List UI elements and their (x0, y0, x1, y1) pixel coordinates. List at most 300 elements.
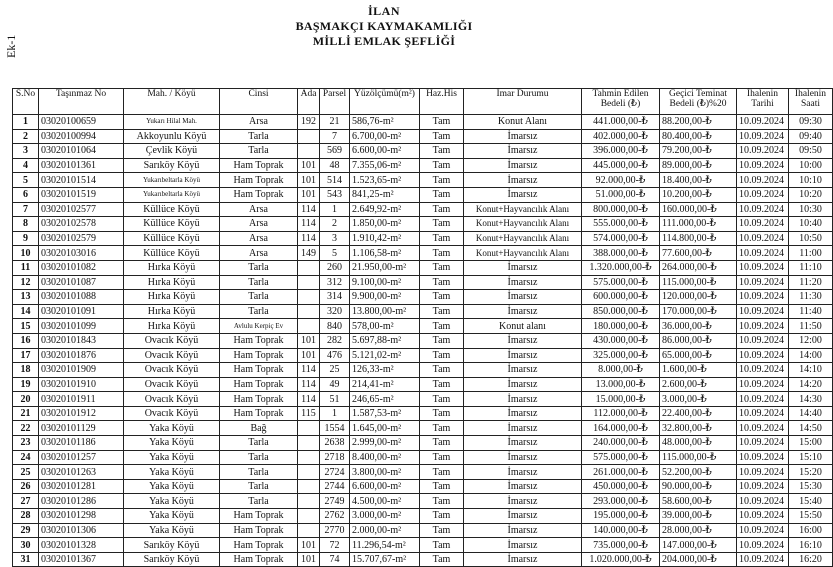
cell-ihale-tarihi: 10.09.2024 (737, 538, 789, 553)
cell-mah-koy: Hırka Köyü (124, 275, 220, 290)
cell-mah-koy: Sarıköy Köyü (124, 552, 220, 567)
cell-haz-his: Tam (420, 494, 464, 509)
cell-cinsi: Arsa (220, 115, 298, 130)
cell-teminat: 80.400,00-₺ (660, 129, 737, 144)
cell-imar-durumu: İmarsız (464, 450, 582, 465)
cell-cinsi: Ham Toprak (220, 348, 298, 363)
table-row (13, 406, 833, 421)
cell-tahmin-bedeli: 574.000,00-₺ (582, 231, 660, 246)
cell-ada (298, 319, 320, 334)
cell-ada: 101 (298, 173, 320, 188)
cell-ihale-saati: 10:40 (789, 217, 833, 232)
cell-yuzolcumu: 8.400,00-m² (350, 450, 420, 465)
cell-tasinmaz-no: 03020102577 (39, 202, 124, 217)
cell-imar-durumu: İmarsız (464, 392, 582, 407)
cell-ada (298, 144, 320, 159)
cell-ihale-saati: 16:20 (789, 552, 833, 567)
cell-yuzolcumu: 3.000,00-m² (350, 509, 420, 524)
cell-ihale-saati: 10:00 (789, 158, 833, 173)
cell-yuzolcumu: 15.707,67-m² (350, 552, 420, 567)
cell-parsel: 2744 (320, 479, 350, 494)
cell-haz-his: Tam (420, 465, 464, 480)
cell-haz-his: Tam (420, 202, 464, 217)
cell-ihale-tarihi: 10.09.2024 (737, 144, 789, 159)
cell-yuzolcumu: 6.700,00-m² (350, 129, 420, 144)
document-title: İLAN (367, 4, 400, 18)
cell-ihale-tarihi: 10.09.2024 (737, 406, 789, 421)
cell-tasinmaz-no: 03020101909 (39, 363, 124, 378)
cell-ihale-tarihi: 10.09.2024 (737, 260, 789, 275)
cell-tasinmaz-no: 03020101088 (39, 290, 124, 305)
cell-mah-koy: Ovacık Köyü (124, 363, 220, 378)
cell-ada: 101 (298, 333, 320, 348)
cell-sno: 16 (13, 333, 39, 348)
cell-parsel: 476 (320, 348, 350, 363)
cell-parsel: 2 (320, 217, 350, 232)
table-row (13, 231, 833, 246)
cell-tasinmaz-no: 03020101911 (39, 392, 124, 407)
cell-sno: 2 (13, 129, 39, 144)
cell-ada: 192 (298, 115, 320, 130)
cell-parsel: 3 (320, 231, 350, 246)
cell-imar-durumu: İmarsız (464, 377, 582, 392)
cell-cinsi: Tarla (220, 304, 298, 319)
cell-imar-durumu: İmarsız (464, 436, 582, 451)
cell-tasinmaz-no: 03020100994 (39, 129, 124, 144)
cell-ada: 101 (298, 552, 320, 567)
cell-ada (298, 523, 320, 538)
table-row (13, 363, 833, 378)
cell-imar-durumu: Konut+Hayvancılık Alanı (464, 246, 582, 261)
cell-tahmin-bedeli: 261.000,00-₺ (582, 465, 660, 480)
cell-mah-koy: Küllüce Köyü (124, 217, 220, 232)
cell-ada (298, 421, 320, 436)
cell-cinsi: Ham Toprak (220, 523, 298, 538)
cell-yuzolcumu: 2.999,00-m² (350, 436, 420, 451)
cell-ada: 101 (298, 158, 320, 173)
cell-tasinmaz-no: 03020101064 (39, 144, 124, 159)
cell-tahmin-bedeli: 575.000,00-₺ (582, 275, 660, 290)
cell-tahmin-bedeli: 555.000,00-₺ (582, 217, 660, 232)
cell-mah-koy: Yukarıbeltarla Köyü (124, 173, 220, 188)
cell-ada (298, 260, 320, 275)
cell-cinsi: Ham Toprak (220, 333, 298, 348)
cell-teminat: 90.000,00-₺ (660, 479, 737, 494)
cell-tasinmaz-no: 03020101843 (39, 333, 124, 348)
cell-tahmin-bedeli: 8.000,00-₺ (582, 363, 660, 378)
cell-ihale-tarihi: 10.09.2024 (737, 158, 789, 173)
cell-imar-durumu: İmarsız (464, 129, 582, 144)
cell-tasinmaz-no: 03020101298 (39, 509, 124, 524)
cell-ada: 114 (298, 363, 320, 378)
cell-haz-his: Tam (420, 421, 464, 436)
cell-sno: 3 (13, 144, 39, 159)
cell-cinsi: Tarla (220, 290, 298, 305)
department-name: MİLLİ EMLAK ŞEFLİĞİ (312, 34, 456, 48)
cell-teminat: 48.000,00-₺ (660, 436, 737, 451)
cell-yuzolcumu: 21.950,00-m² (350, 260, 420, 275)
cell-yuzolcumu: 578,00-m² (350, 319, 420, 334)
auction-table (12, 88, 833, 567)
cell-teminat: 120.000,00-₺ (660, 290, 737, 305)
cell-ihale-tarihi: 10.09.2024 (737, 421, 789, 436)
cell-ada (298, 450, 320, 465)
cell-tahmin-bedeli: 600.000,00-₺ (582, 290, 660, 305)
cell-ada: 149 (298, 246, 320, 261)
cell-parsel: 48 (320, 158, 350, 173)
cell-imar-durumu: İmarsız (464, 465, 582, 480)
cell-imar-durumu: Konut+Hayvancılık Alanı (464, 231, 582, 246)
cell-imar-durumu: İmarsız (464, 158, 582, 173)
cell-sno: 27 (13, 494, 39, 509)
cell-teminat: 86.000,00-₺ (660, 333, 737, 348)
cell-sno: 17 (13, 348, 39, 363)
cell-haz-his: Tam (420, 115, 464, 130)
cell-mah-koy: Çevlik Köyü (124, 144, 220, 159)
cell-haz-his: Tam (420, 260, 464, 275)
cell-tasinmaz-no: 03020101367 (39, 552, 124, 567)
cell-teminat: 28.000,00-₺ (660, 523, 737, 538)
cell-haz-his: Tam (420, 333, 464, 348)
cell-tahmin-bedeli: 1.320.000,00-₺ (582, 260, 660, 275)
cell-ihale-saati: 14:20 (789, 377, 833, 392)
cell-ada: 101 (298, 348, 320, 363)
cell-teminat: 115.000,00-₺ (660, 450, 737, 465)
cell-ihale-tarihi: 10.09.2024 (737, 552, 789, 567)
cell-cinsi: Ham Toprak (220, 187, 298, 202)
cell-tahmin-bedeli: 112.000,00-₺ (582, 406, 660, 421)
cell-yuzolcumu: 1.587,53-m² (350, 406, 420, 421)
cell-sno: 4 (13, 158, 39, 173)
cell-sno: 31 (13, 552, 39, 567)
cell-teminat: 88.200,00-₺ (660, 115, 737, 130)
cell-yuzolcumu: 7.355,06-m² (350, 158, 420, 173)
cell-haz-his: Tam (420, 158, 464, 173)
cell-haz-his: Tam (420, 319, 464, 334)
cell-tahmin-bedeli: 430.000,00-₺ (582, 333, 660, 348)
cell-yuzolcumu: 586,76-m² (350, 115, 420, 130)
cell-parsel: 320 (320, 304, 350, 319)
cell-cinsi: Arsa (220, 217, 298, 232)
cell-parsel: 514 (320, 173, 350, 188)
cell-tasinmaz-no: 03020101186 (39, 436, 124, 451)
cell-mah-koy: Ovacık Köyü (124, 406, 220, 421)
cell-parsel: 2762 (320, 509, 350, 524)
cell-parsel: 2770 (320, 523, 350, 538)
table-row (13, 246, 833, 261)
table-row (13, 173, 833, 188)
cell-tahmin-bedeli: 1.020.000,00-₺ (582, 552, 660, 567)
cell-imar-durumu: İmarsız (464, 333, 582, 348)
table-body (13, 115, 833, 567)
cell-sno: 8 (13, 217, 39, 232)
cell-haz-his: Tam (420, 290, 464, 305)
cell-cinsi: Tarla (220, 494, 298, 509)
cell-yuzolcumu: 6.600,00-m² (350, 144, 420, 159)
cell-sno: 12 (13, 275, 39, 290)
cell-tasinmaz-no: 03020101912 (39, 406, 124, 421)
cell-ihale-tarihi: 10.09.2024 (737, 290, 789, 305)
cell-teminat: 89.000,00-₺ (660, 158, 737, 173)
cell-ihale-tarihi: 10.09.2024 (737, 523, 789, 538)
header-mah-koy: Mah. / Köyü (124, 89, 220, 115)
cell-ihale-saati: 15:30 (789, 479, 833, 494)
cell-yuzolcumu: 5.697,88-m² (350, 333, 420, 348)
cell-haz-his: Tam (420, 363, 464, 378)
cell-imar-durumu: İmarsız (464, 144, 582, 159)
cell-teminat: 79.200,00-₺ (660, 144, 737, 159)
cell-teminat: 58.600,00-₺ (660, 494, 737, 509)
cell-parsel: 5 (320, 246, 350, 261)
cell-mah-koy: Küllüce Köyü (124, 231, 220, 246)
cell-imar-durumu: İmarsız (464, 348, 582, 363)
cell-sno: 23 (13, 436, 39, 451)
cell-imar-durumu: İmarsız (464, 552, 582, 567)
cell-mah-koy: Yaka Köyü (124, 479, 220, 494)
cell-imar-durumu: Konut+Hayvancılık Alanı (464, 217, 582, 232)
cell-ada (298, 436, 320, 451)
cell-cinsi: Ham Toprak (220, 173, 298, 188)
cell-parsel: 314 (320, 290, 350, 305)
table-row (13, 465, 833, 480)
cell-teminat: 115.000,00-₺ (660, 275, 737, 290)
cell-tahmin-bedeli: 13.000,00-₺ (582, 377, 660, 392)
cell-tahmin-bedeli: 180.000,00-₺ (582, 319, 660, 334)
cell-ihale-tarihi: 10.09.2024 (737, 479, 789, 494)
cell-cinsi: Ham Toprak (220, 552, 298, 567)
cell-yuzolcumu: 1.850,00-m² (350, 217, 420, 232)
cell-ada (298, 275, 320, 290)
cell-imar-durumu: İmarsız (464, 538, 582, 553)
cell-cinsi: Arsa (220, 231, 298, 246)
cell-sno: 6 (13, 187, 39, 202)
cell-teminat: 10.200,00-₺ (660, 187, 737, 202)
cell-ihale-tarihi: 10.09.2024 (737, 377, 789, 392)
cell-mah-koy: Yaka Köyü (124, 450, 220, 465)
document-header (0, 4, 768, 49)
cell-cinsi: Tarla (220, 436, 298, 451)
cell-ada: 114 (298, 377, 320, 392)
cell-tasinmaz-no: 03020101361 (39, 158, 124, 173)
cell-imar-durumu: Konut alanı (464, 319, 582, 334)
cell-teminat: 114.800,00-₺ (660, 231, 737, 246)
cell-haz-his: Tam (420, 231, 464, 246)
cell-ihale-tarihi: 10.09.2024 (737, 450, 789, 465)
cell-ada: 101 (298, 538, 320, 553)
cell-mah-koy: Yaka Köyü (124, 509, 220, 524)
cell-imar-durumu: İmarsız (464, 173, 582, 188)
cell-parsel: 72 (320, 538, 350, 553)
cell-tasinmaz-no: 03020102578 (39, 217, 124, 232)
cell-cinsi: Tarla (220, 450, 298, 465)
side-label: Ek-1 (4, 34, 18, 58)
cell-ihale-saati: 14:30 (789, 392, 833, 407)
cell-haz-his: Tam (420, 304, 464, 319)
cell-mah-koy: Ovacık Köyü (124, 333, 220, 348)
cell-tahmin-bedeli: 92.000,00-₺ (582, 173, 660, 188)
cell-ihale-tarihi: 10.09.2024 (737, 129, 789, 144)
cell-ada: 101 (298, 187, 320, 202)
cell-mah-koy: Yaka Köyü (124, 436, 220, 451)
header-ada: Ada (298, 89, 320, 115)
cell-ihale-saati: 14:40 (789, 406, 833, 421)
cell-ihale-tarihi: 10.09.2024 (737, 275, 789, 290)
cell-cinsi: Arsa (220, 202, 298, 217)
cell-yuzolcumu: 2.000,00-m² (350, 523, 420, 538)
cell-tahmin-bedeli: 293.000,00-₺ (582, 494, 660, 509)
cell-ihale-saati: 10:50 (789, 231, 833, 246)
cell-parsel: 1 (320, 406, 350, 421)
table-row (13, 129, 833, 144)
cell-parsel: 282 (320, 333, 350, 348)
cell-teminat: 32.800,00-₺ (660, 421, 737, 436)
cell-ihale-saati: 15:40 (789, 494, 833, 509)
cell-imar-durumu: Konut+Hayvancılık Alanı (464, 202, 582, 217)
table-row (13, 333, 833, 348)
cell-tahmin-bedeli: 575.000,00-₺ (582, 450, 660, 465)
cell-parsel: 312 (320, 275, 350, 290)
cell-sno: 20 (13, 392, 39, 407)
table-row (13, 275, 833, 290)
table-row (13, 319, 833, 334)
cell-ihale-saati: 10:30 (789, 202, 833, 217)
table-row (13, 115, 833, 130)
cell-parsel: 1 (320, 202, 350, 217)
cell-teminat: 160.000,00-₺ (660, 202, 737, 217)
cell-haz-his: Tam (420, 509, 464, 524)
cell-parsel: 74 (320, 552, 350, 567)
cell-yuzolcumu: 6.600,00-m² (350, 479, 420, 494)
cell-ihale-saati: 14:50 (789, 421, 833, 436)
cell-mah-koy: Yaka Köyü (124, 465, 220, 480)
cell-haz-his: Tam (420, 129, 464, 144)
cell-yuzolcumu: 9.100,00-m² (350, 275, 420, 290)
header-sno: S.No (13, 89, 39, 115)
cell-sno: 1 (13, 115, 39, 130)
cell-ihale-tarihi: 10.09.2024 (737, 202, 789, 217)
cell-ihale-tarihi: 10.09.2024 (737, 465, 789, 480)
cell-yuzolcumu: 9.900,00-m² (350, 290, 420, 305)
cell-teminat: 77.600,00-₺ (660, 246, 737, 261)
cell-parsel: 260 (320, 260, 350, 275)
cell-ada (298, 479, 320, 494)
table-row (13, 217, 833, 232)
cell-imar-durumu: İmarsız (464, 494, 582, 509)
cell-imar-durumu: İmarsız (464, 523, 582, 538)
cell-mah-koy: Yaka Köyü (124, 494, 220, 509)
cell-imar-durumu: İmarsız (464, 275, 582, 290)
cell-tasinmaz-no: 03020101328 (39, 538, 124, 553)
cell-sno: 21 (13, 406, 39, 421)
cell-tahmin-bedeli: 388.000,00-₺ (582, 246, 660, 261)
cell-teminat: 52.200,00-₺ (660, 465, 737, 480)
cell-mah-koy: Yukarıbeltarla Köyü (124, 187, 220, 202)
cell-tahmin-bedeli: 240.000,00-₺ (582, 436, 660, 451)
cell-ihale-saati: 11:40 (789, 304, 833, 319)
cell-haz-his: Tam (420, 392, 464, 407)
cell-tahmin-bedeli: 735.000,00-₺ (582, 538, 660, 553)
cell-sno: 26 (13, 479, 39, 494)
cell-ihale-saati: 15:50 (789, 509, 833, 524)
cell-ihale-saati: 10:20 (789, 187, 833, 202)
table-row (13, 187, 833, 202)
cell-tasinmaz-no: 03020100659 (39, 115, 124, 130)
cell-yuzolcumu: 3.800,00-m² (350, 465, 420, 480)
cell-imar-durumu: İmarsız (464, 187, 582, 202)
cell-mah-koy: Yukarı Hilal Mah. (124, 115, 220, 130)
cell-parsel: 1554 (320, 421, 350, 436)
table-row (13, 538, 833, 553)
cell-yuzolcumu: 841,25-m² (350, 187, 420, 202)
cell-tasinmaz-no: 03020101281 (39, 479, 124, 494)
cell-mah-koy: Hırka Köyü (124, 260, 220, 275)
cell-ihale-tarihi: 10.09.2024 (737, 187, 789, 202)
cell-tasinmaz-no: 03020101087 (39, 275, 124, 290)
cell-haz-his: Tam (420, 173, 464, 188)
cell-tahmin-bedeli: 450.000,00-₺ (582, 479, 660, 494)
cell-cinsi: Tarla (220, 144, 298, 159)
cell-tahmin-bedeli: 800.000,00-₺ (582, 202, 660, 217)
cell-sno: 30 (13, 538, 39, 553)
cell-yuzolcumu: 4.500,00-m² (350, 494, 420, 509)
cell-cinsi: Tarla (220, 465, 298, 480)
cell-yuzolcumu: 1.910,42-m² (350, 231, 420, 246)
cell-tasinmaz-no: 03020101286 (39, 494, 124, 509)
cell-teminat: 170.000,00-₺ (660, 304, 737, 319)
cell-ihale-tarihi: 10.09.2024 (737, 494, 789, 509)
cell-teminat: 111.000,00-₺ (660, 217, 737, 232)
table-row (13, 436, 833, 451)
cell-imar-durumu: İmarsız (464, 421, 582, 436)
cell-haz-his: Tam (420, 348, 464, 363)
header-parsel: Parsel (320, 89, 350, 115)
cell-ihale-saati: 15:20 (789, 465, 833, 480)
table-row (13, 523, 833, 538)
cell-haz-his: Tam (420, 436, 464, 451)
cell-yuzolcumu: 246,65-m² (350, 392, 420, 407)
cell-tasinmaz-no: 03020101099 (39, 319, 124, 334)
header-imar-durumu: İmar Durumu (464, 89, 582, 115)
cell-teminat: 36.000,00-₺ (660, 319, 737, 334)
cell-ihale-tarihi: 10.09.2024 (737, 348, 789, 363)
cell-tahmin-bedeli: 396.000,00-₺ (582, 144, 660, 159)
cell-haz-his: Tam (420, 450, 464, 465)
cell-teminat: 18.400,00-₺ (660, 173, 737, 188)
cell-sno: 28 (13, 509, 39, 524)
cell-haz-his: Tam (420, 275, 464, 290)
cell-teminat: 65.000,00-₺ (660, 348, 737, 363)
cell-imar-durumu: İmarsız (464, 304, 582, 319)
cell-tasinmaz-no: 03020101876 (39, 348, 124, 363)
cell-imar-durumu: İmarsız (464, 363, 582, 378)
cell-mah-koy: Sarıköy Köyü (124, 158, 220, 173)
header-tasinmaz-no: Taşınmaz No (39, 89, 124, 115)
cell-tahmin-bedeli: 402.000,00-₺ (582, 129, 660, 144)
cell-haz-his: Tam (420, 377, 464, 392)
cell-parsel: 2749 (320, 494, 350, 509)
cell-tasinmaz-no: 03020101129 (39, 421, 124, 436)
cell-mah-koy: Yaka Köyü (124, 421, 220, 436)
cell-mah-koy: Ovacık Köyü (124, 392, 220, 407)
cell-ihale-saati: 14:00 (789, 348, 833, 363)
cell-parsel: 2724 (320, 465, 350, 480)
table-row (13, 144, 833, 159)
cell-mah-koy: Yaka Köyü (124, 523, 220, 538)
cell-sno: 22 (13, 421, 39, 436)
cell-parsel: 569 (320, 144, 350, 159)
cell-haz-his: Tam (420, 479, 464, 494)
cell-parsel: 543 (320, 187, 350, 202)
